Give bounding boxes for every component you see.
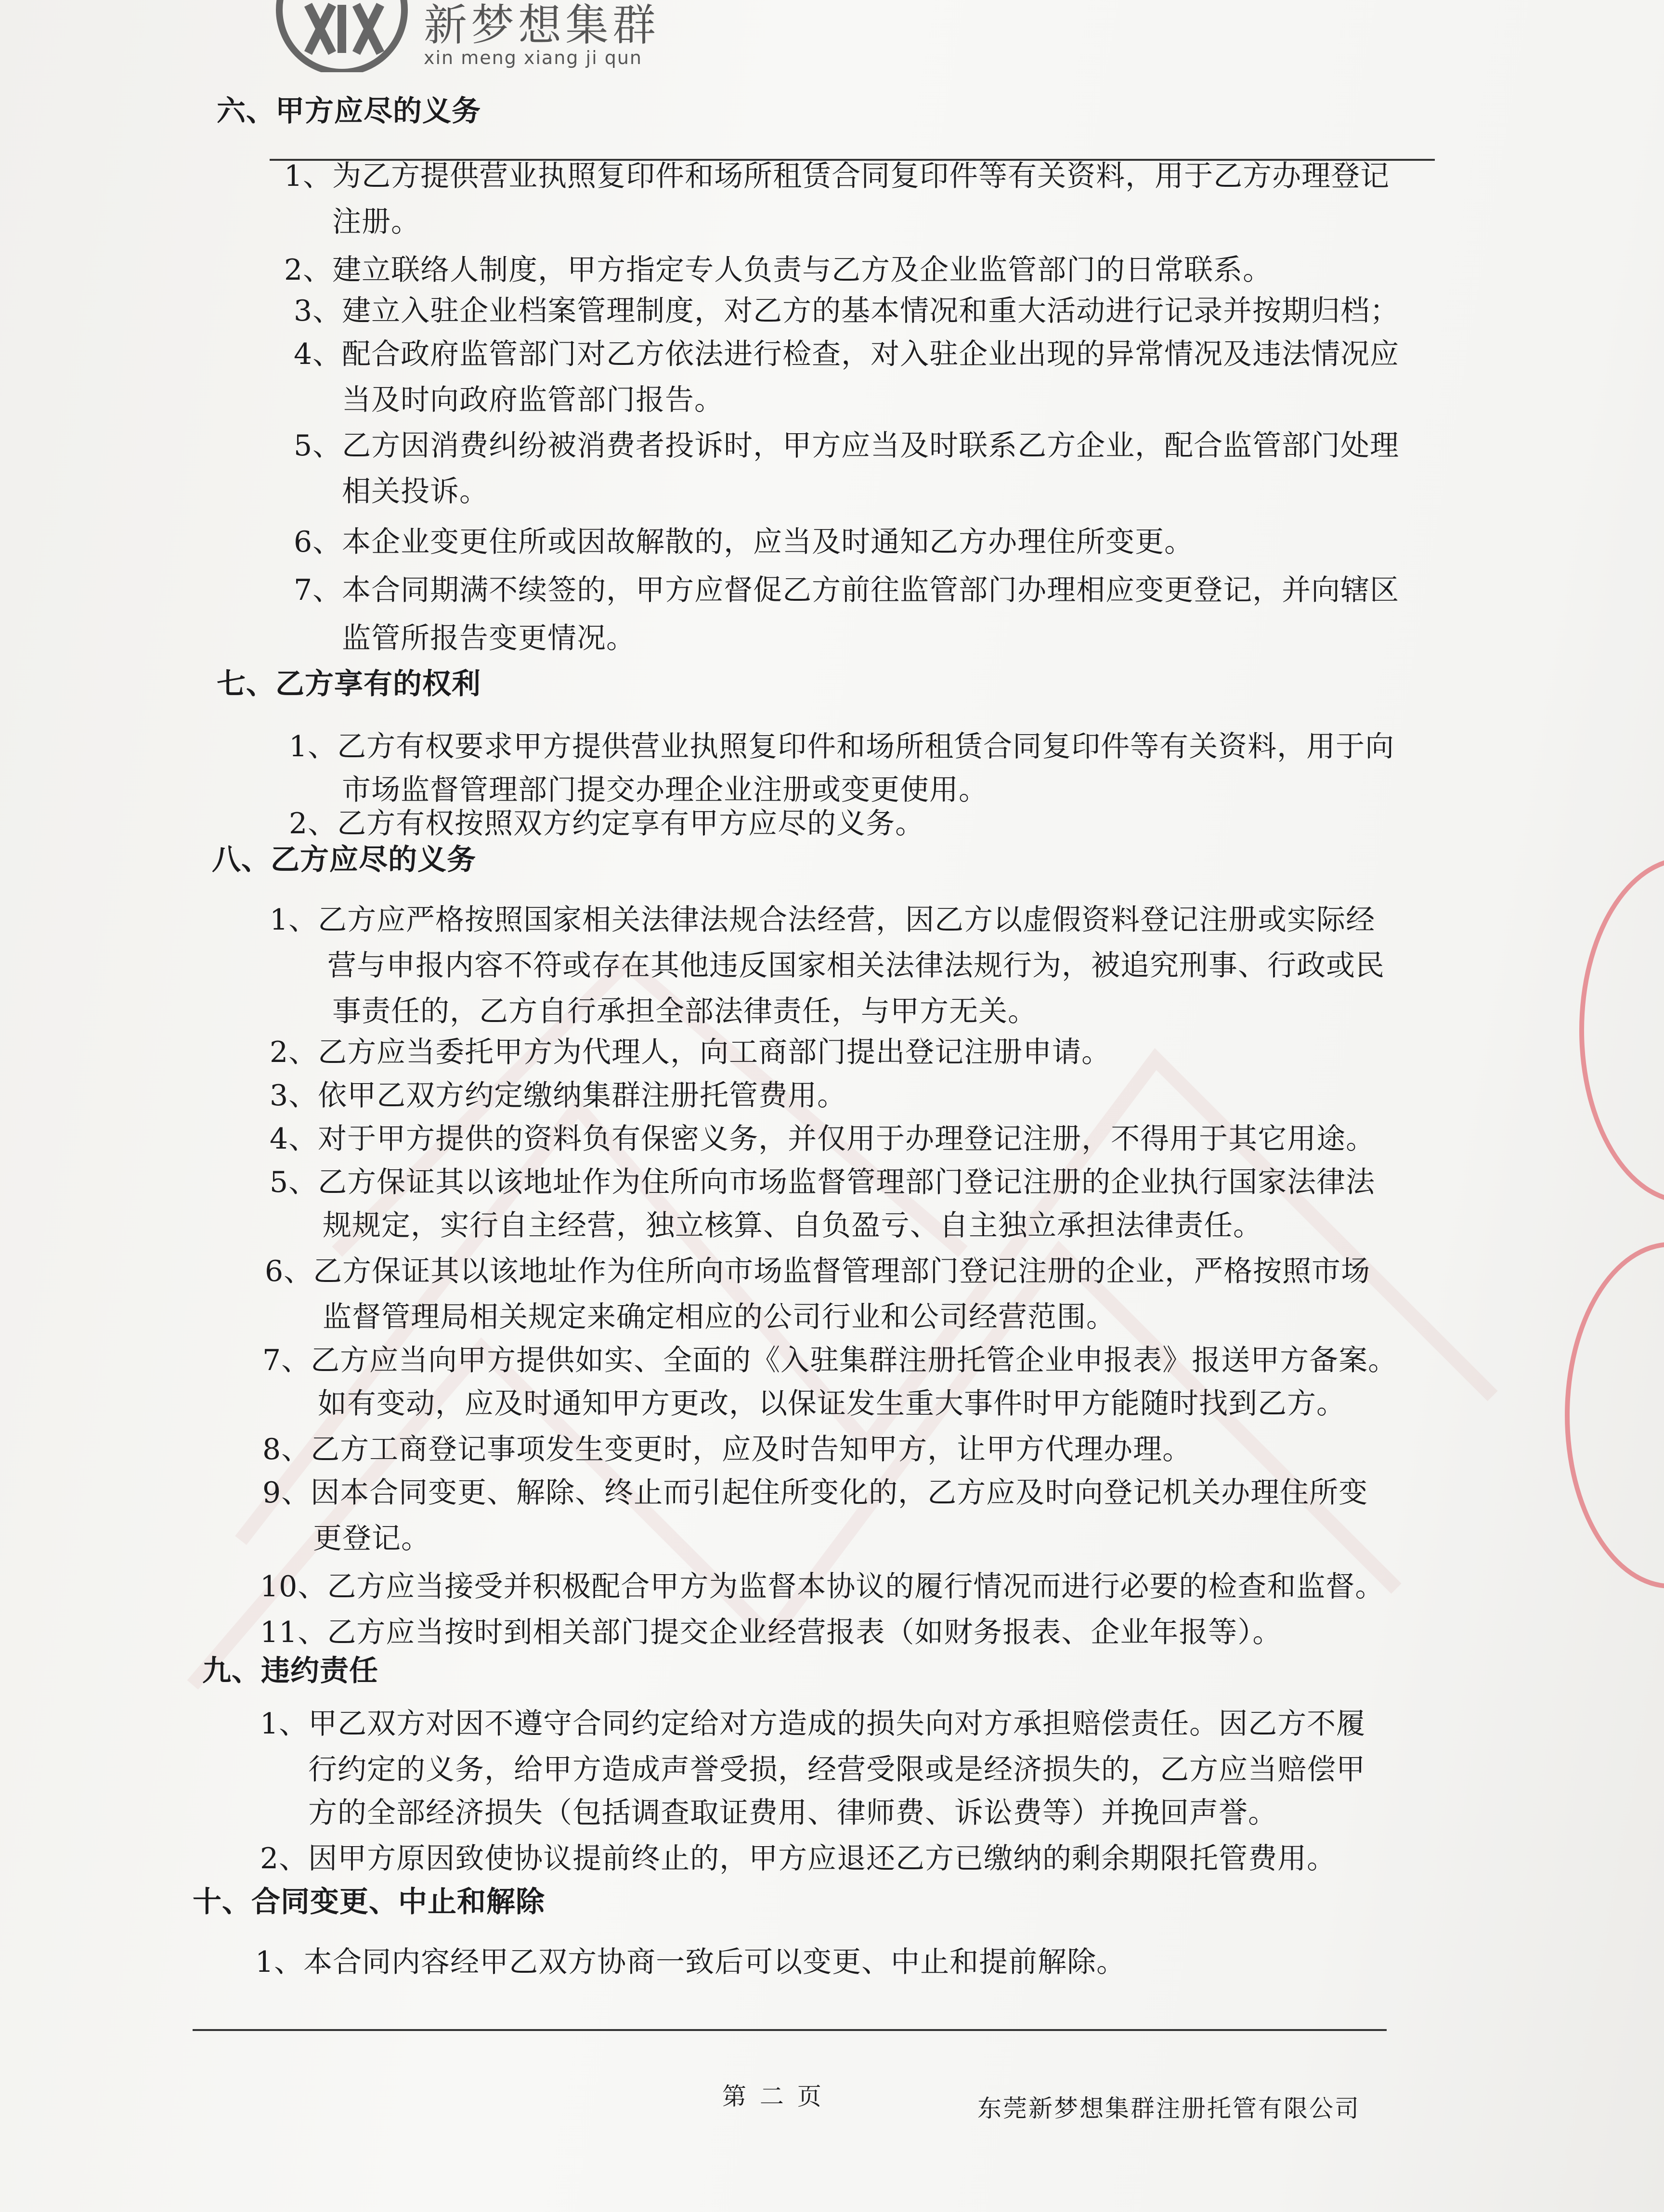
clause-line: 注册。 xyxy=(332,205,420,239)
clause-line: 7、本合同期满不续签的，甲方应督促乙方前往监管部门办理相应变更登记，并向辖区 xyxy=(294,573,1400,607)
red-seal-stamp xyxy=(1579,857,1664,1203)
clause-line: 6、本企业变更住所或因故解散的，应当及时通知乙方办理住所变更。 xyxy=(294,525,1194,559)
clause-line: 4、配合政府监管部门对乙方依法进行检查，对入驻企业出现的异常情况及违法情况应 xyxy=(294,337,1400,371)
clause-line: 1、为乙方提供营业执照复印件和场所租赁合同复印件等有关资料，用于乙方办理登记 xyxy=(284,159,1390,193)
section-heading: 七、乙方享有的权利 xyxy=(217,667,481,701)
clause-line: 方的全部经济损失（包括调查取证费用、律师费、诉讼费等）并挽回声誉。 xyxy=(308,1796,1277,1830)
brand-pinyin: xin meng xiang ji qun xyxy=(424,47,642,68)
section-heading: 六、甲方应尽的义务 xyxy=(217,94,481,128)
clause-line: 9、因本合同变更、解除、终止而引起住所变化的，乙方应及时向登记机关办理住所变 xyxy=(262,1476,1368,1510)
clause-line: 5、乙方因消费纠纷被消费者投诉时，甲方应当及时联系乙方企业，配合监管部门处理 xyxy=(294,429,1400,463)
clause-line: 更登记。 xyxy=(313,1522,430,1555)
clause-line: 5、乙方保证其以该地址作为住所向市场监督管理部门登记注册的企业执行国家法律法 xyxy=(270,1165,1376,1199)
clause-line: 3、依甲乙双方约定缴纳集群注册托管费用。 xyxy=(270,1079,847,1112)
clause-line: 6、乙方保证其以该地址作为住所向市场监督管理部门登记注册的企业，严格按照市场 xyxy=(265,1255,1371,1288)
clause-line: 相关投诉。 xyxy=(342,475,489,508)
section-heading: 八、乙方应尽的义务 xyxy=(212,843,476,877)
brand-name: 新梦想集群 xyxy=(424,0,660,51)
clause-line: 1、乙方有权要求甲方提供营业执照复印件和场所租赁合同复印件等有关资料，用于向 xyxy=(289,730,1395,763)
clause-line: 2、建立联络人制度，甲方指定专人负责与乙方及企业监管部门的日常联系。 xyxy=(284,253,1273,287)
clause-line: 事责任的，乙方自行承担全部法律责任，与甲方无关。 xyxy=(332,995,1037,1028)
clause-line: 2、乙方应当委托甲方为代理人，向工商部门提出登记注册申请。 xyxy=(270,1035,1111,1069)
clause-line: 8、乙方工商登记事项发生变更时，应及时告知甲方，让甲方代理办理。 xyxy=(262,1433,1192,1466)
red-seal-stamp xyxy=(1565,1242,1664,1589)
footer-divider xyxy=(193,2029,1387,2031)
clause-line: 如有变动，应及时通知甲方更改，以保证发生重大事件时甲方能随时找到乙方。 xyxy=(318,1387,1346,1421)
clause-line: 营与申报内容不符或存在其他违反国家相关法律法规行为，被追究刑事、行政或民 xyxy=(327,949,1385,983)
clause-line: 10、乙方应当接受并积极配合甲方为监督本协议的履行情况而进行必要的检查和监督。 xyxy=(260,1570,1385,1604)
section-heading: 十、合同变更、中止和解除 xyxy=(193,1885,545,1919)
clause-line: 11、乙方应当按时到相关部门提交企业经营报表（如财务报表、企业年报等）。 xyxy=(260,1616,1282,1649)
clause-line: 市场监督管理部门提交办理企业注册或变更使用。 xyxy=(342,773,988,807)
clause-line: 1、乙方应严格按照国家相关法律法规合法经营，因乙方以虚假资料登记注册或实际经 xyxy=(270,903,1376,937)
footer-company-name: 东莞新梦想集群注册托管有限公司 xyxy=(977,2095,1360,2122)
section-heading: 九、违约责任 xyxy=(202,1654,378,1688)
brand xyxy=(424,0,660,68)
clause-line: 行约定的义务，给甲方造成声誉受损，经营受限或是经济损失的，乙方应当赔偿甲 xyxy=(308,1753,1365,1786)
page-number: 第 二 页 xyxy=(722,2083,824,2110)
clause-line: 2、乙方有权按照双方约定享有甲方应尽的义务。 xyxy=(289,807,925,841)
clause-line: 当及时向政府监管部门报告。 xyxy=(342,383,724,417)
clause-line: 监督管理局相关规定来确定相应的公司行业和公司经营范围。 xyxy=(323,1300,1116,1334)
clause-line: 1、甲乙双方对因不遵守合同约定给对方造成的损失向对方承担赔偿责任。因乙方不履 xyxy=(260,1707,1366,1741)
clause-line: 4、对于甲方提供的资料负有保密义务，并仅用于办理登记注册，不得用于其它用途。 xyxy=(270,1122,1376,1156)
company-logo-icon xyxy=(270,0,414,72)
clause-line: 规规定，实行自主经营，独立核算、自负盈亏、自主独立承担法律责任。 xyxy=(323,1209,1262,1242)
letterhead xyxy=(270,0,660,72)
clause-line: 3、建立入驻企业档案管理制度，对乙方的基本情况和重大活动进行记录并按期归档； xyxy=(294,294,1400,328)
clause-line: 1、本合同内容经甲乙双方协商一致后可以变更、中止和提前解除。 xyxy=(255,1945,1126,1979)
clause-line: 监管所报告变更情况。 xyxy=(342,621,636,655)
clause-line: 7、乙方应当向甲方提供如实、全面的《入驻集群注册托管企业申报表》报送甲方备案。 xyxy=(262,1344,1398,1377)
clause-line: 2、因甲方原因致使协议提前终止的，甲方应退还乙方已缴纳的剩余期限托管费用。 xyxy=(260,1842,1337,1876)
